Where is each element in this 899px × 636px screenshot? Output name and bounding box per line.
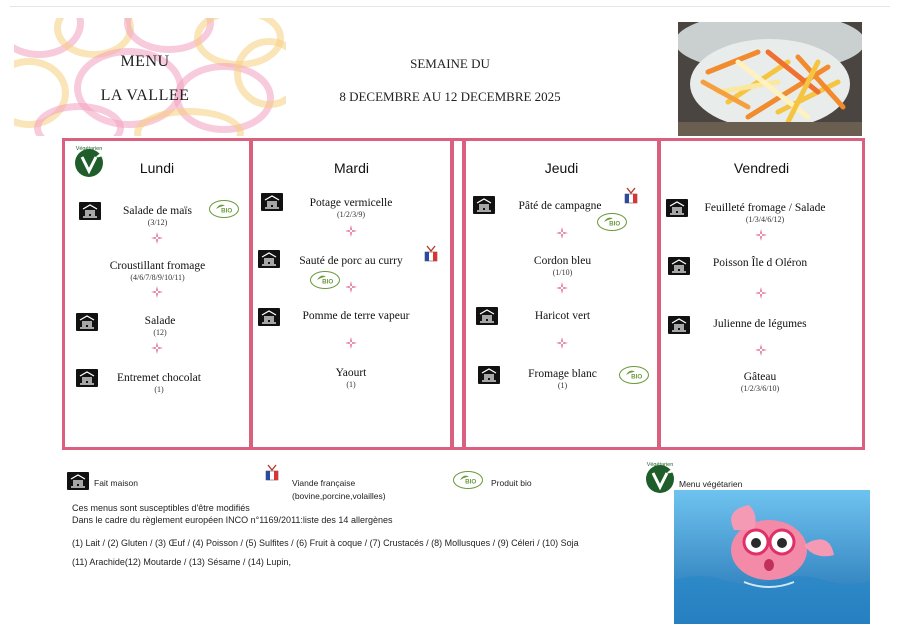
menu-item	[100, 205, 215, 227]
legend-viande-types: (bovine,porcine,volailles)	[292, 491, 386, 501]
legend-viande-francaise: Viande française	[292, 478, 356, 488]
salad-photo	[678, 22, 862, 136]
menu-item	[110, 315, 210, 337]
allergen-flower-icon	[556, 337, 568, 349]
bio-icon	[453, 471, 483, 489]
menu-item	[290, 255, 412, 268]
day-title: Mardi	[333, 160, 369, 176]
allergen-codes: (1/2/3/9)	[337, 210, 365, 219]
menu-item	[290, 310, 422, 323]
menu-item	[515, 368, 610, 390]
fait-maison-icon	[666, 199, 688, 217]
bio-icon	[597, 213, 627, 231]
dish-name: Poisson Île d Oléron	[712, 257, 808, 269]
header-decoration	[14, 18, 286, 136]
allergen-codes: (4/6/7/8/9/10/11)	[130, 273, 185, 282]
allergen-codes: (1/3/4/6/12)	[745, 215, 785, 224]
week-dates: 8 DECEMBRE AU 12 DECEMBRE 2025	[339, 89, 561, 104]
fait-maison-icon	[261, 193, 283, 211]
dish-name: Cordon bleu	[533, 255, 592, 267]
dish-name: Gâteau	[743, 371, 777, 383]
menu-item	[300, 367, 402, 389]
menu-item	[290, 197, 412, 219]
fait-maison-icon	[258, 250, 280, 268]
dish-name: Sauté de porc au curry	[299, 255, 403, 267]
dish-name: Fromage blanc	[528, 368, 597, 380]
dish-name: Julienne de légumes	[713, 318, 807, 330]
dish-name: Haricot vert	[534, 310, 591, 322]
svg-text:BIO: BIO	[221, 207, 233, 215]
allergen-list-2: (11) Arachide(12) Moutarde / (13) Sésame / (14) Lupin,	[72, 557, 291, 567]
legend-menu-vegetarien: Menu végétarien	[679, 479, 743, 489]
week-label: SEMAINE DU	[410, 56, 490, 71]
viande-francaise-icon	[623, 186, 639, 206]
legend-produit-bio: Produit bio	[491, 478, 532, 488]
fait-maison-icon	[79, 202, 101, 220]
allergen-flower-icon	[151, 342, 163, 354]
day-title: Jeudi	[544, 160, 579, 176]
day-title: Vendredi	[733, 160, 790, 176]
menu-item	[95, 260, 220, 282]
viande-francaise-icon	[423, 244, 439, 264]
bio-icon	[619, 366, 649, 384]
dish-name: Pâté de campagne	[518, 200, 602, 212]
allergen-flower-icon	[556, 227, 568, 239]
fait-maison-icon	[473, 196, 495, 214]
dish-name: Pomme de terre vapeur	[302, 310, 410, 322]
svg-text:Végétarien: Végétarien	[75, 146, 103, 152]
dish-name: Croustillant fromage	[109, 260, 206, 272]
column-jeudi	[463, 138, 660, 450]
note-regulation: Dans le cadre du règlement européen INCO n°1169/2011:liste des 14 allergènes	[72, 515, 393, 525]
allergen-flower-icon	[151, 286, 163, 298]
menu-item	[103, 372, 215, 394]
bio-icon	[310, 271, 340, 289]
svg-text:BIO: BIO	[322, 278, 334, 286]
menu-title-line2: LA VALLEE	[100, 87, 190, 104]
viande-francaise-icon	[264, 463, 280, 483]
day-title: Lundi	[139, 160, 175, 176]
dish-name: Feuilleté fromage / Salade	[704, 202, 826, 214]
allergen-flower-icon	[556, 282, 568, 294]
fait-maison-icon	[476, 307, 498, 325]
svg-text:Végétarien: Végétarien	[646, 462, 674, 468]
svg-text:BIO: BIO	[631, 373, 643, 381]
menu-title-line1: MENU	[120, 53, 170, 70]
dish-name: Entremet chocolat	[117, 372, 201, 384]
allergen-list-1: (1) Lait / (2) Gluten / (3) Œuf / (4) Poisson / (5) Sulfites / (6) Fruit à coque / (7) Crustacés / (8) Mollusques / (9) Céleri / (10) Soja	[72, 538, 579, 548]
top-divider	[10, 6, 890, 7]
fait-maison-icon	[258, 308, 280, 326]
column-mardi	[250, 138, 453, 450]
menu-item	[505, 200, 615, 212]
allergen-codes: (3/12)	[147, 218, 168, 227]
allergen-flower-icon	[755, 229, 767, 241]
vegetarian-icon	[643, 460, 677, 494]
dish-name: Potage vermicelle	[309, 197, 393, 209]
menu-item	[515, 310, 610, 322]
legend-fait-maison: Fait maison	[94, 478, 138, 488]
vegetarian-icon	[72, 144, 106, 178]
fish-illustration	[674, 490, 870, 624]
menu-item	[695, 202, 835, 224]
allergen-flower-icon	[345, 337, 357, 349]
dish-name: Yaourt	[335, 367, 367, 379]
fait-maison-icon	[668, 257, 690, 275]
allergen-codes: (1)	[346, 380, 356, 389]
allergen-codes: (1/2/3/6/10)	[740, 384, 780, 393]
menu-item	[715, 371, 805, 393]
allergen-flower-icon	[151, 232, 163, 244]
allergen-flower-icon	[755, 344, 767, 356]
dish-name: Salade	[144, 315, 176, 327]
allergen-codes: (1/10)	[552, 268, 573, 277]
allergen-flower-icon	[345, 225, 357, 237]
svg-text:BIO: BIO	[609, 220, 621, 228]
fait-maison-icon	[76, 369, 98, 387]
fait-maison-icon	[76, 313, 98, 331]
allergen-codes: (1)	[557, 381, 568, 390]
dish-name: Salade de maïs	[123, 205, 192, 217]
fait-maison-icon	[478, 366, 500, 384]
bio-icon	[209, 200, 239, 218]
fait-maison-icon	[668, 316, 690, 334]
allergen-codes: (12)	[153, 328, 167, 337]
menu-item	[515, 255, 610, 277]
menu-item	[700, 318, 820, 330]
fait-maison-icon	[67, 472, 89, 490]
svg-text:BIO: BIO	[465, 478, 477, 486]
allergen-codes: (1)	[154, 385, 164, 394]
note-modification: Ces menus sont susceptibles d'être modifiés	[72, 503, 250, 513]
allergen-flower-icon	[755, 287, 767, 299]
menu-item	[700, 257, 820, 269]
allergen-flower-icon	[345, 281, 357, 293]
